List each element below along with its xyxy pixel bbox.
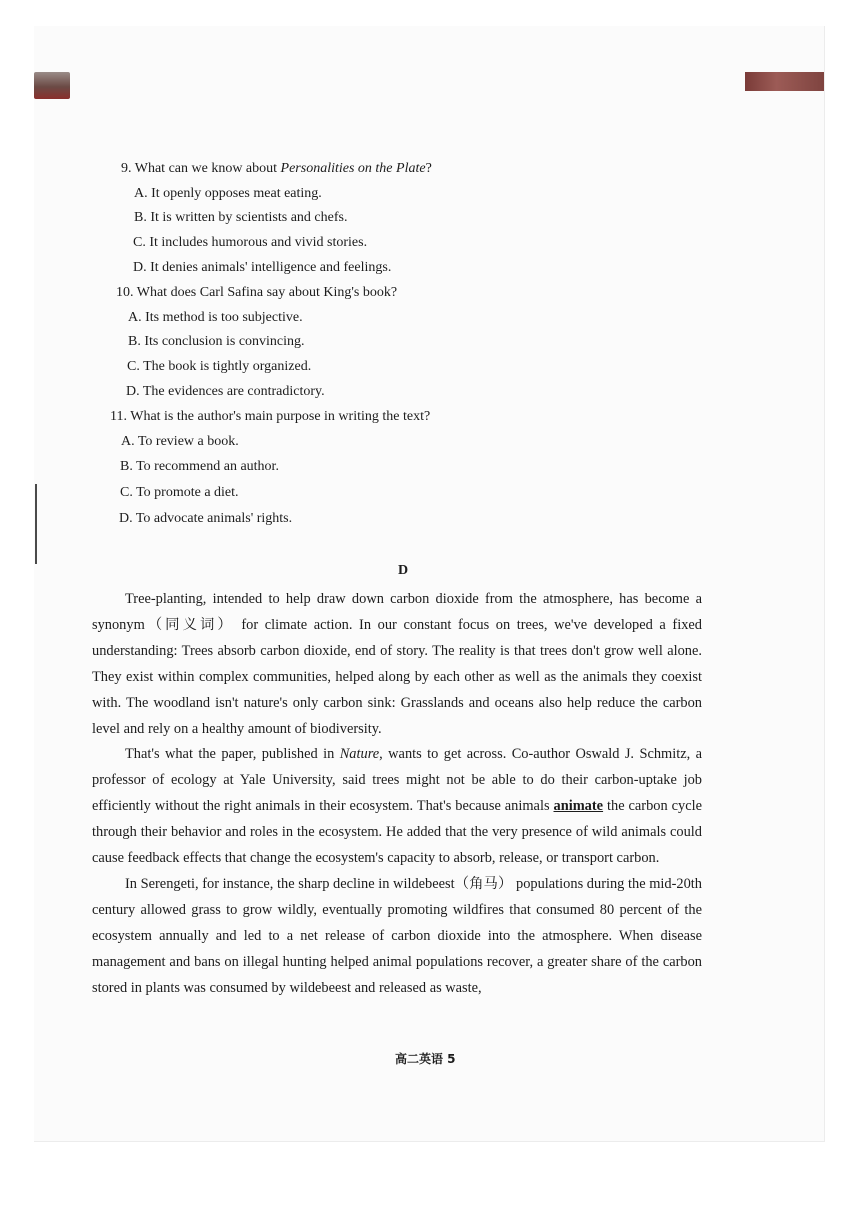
question-11-option-c[interactable]: C. To promote a diet. — [120, 485, 239, 500]
book-title: Personalities on the Plate — [280, 161, 426, 176]
question-9-option-a[interactable]: A. It openly opposes meat eating. — [134, 186, 322, 201]
paragraph-2-text-b: , wants to get across. Co-author Oswald J. Schmitz, a professor of ecology at Yale University, said trees might not be able to do their carbon-uptake job efficiently without the right animals in their ecosystem. That's because animals — [92, 746, 702, 815]
question-9-option-d[interactable]: D. It denies animals' intelligence and feelings. — [133, 260, 392, 275]
underlined-word-animate: animate — [553, 798, 604, 815]
journal-name: Nature — [339, 746, 380, 763]
question-11-option-a[interactable]: A. To review a book. — [121, 434, 239, 449]
question-10-option-b[interactable]: B. Its conclusion is convincing. — [128, 334, 305, 349]
question-11-option-d[interactable]: D. To advocate animals' rights. — [119, 511, 293, 526]
question-11-option-b[interactable]: B. To recommend an author. — [120, 459, 279, 474]
question-9-stem-prefix: 9. What can we know about — [121, 161, 281, 176]
margin-line — [35, 484, 37, 564]
question-9-stem-suffix: ? — [425, 161, 432, 176]
question-10-option-a[interactable]: A. Its method is too subjective. — [128, 310, 303, 325]
scan-mark-top-left — [34, 72, 70, 99]
scan-mark-top-right — [745, 72, 824, 91]
question-10-option-c[interactable]: C. The book is tightly organized. — [127, 359, 312, 374]
passage-paragraph-1: Tree-planting, intended to help draw down carbon dioxide from the atmosphere, has become a synonym（同义词） for climate action. In our constant focus on trees, we've developed a fixed understanding: Trees absorb carbon dioxide, end of story. The reality is that trees don't grow well alone. They exist within complex communities, helped along by each other as well as the animals they coexist with. The woodland isn't nature's only carbon sink: Grasslands and oceans also help reduce the carbon level and rely on a healthy amount of biodiversity. — [92, 591, 702, 737]
section-d-heading: D — [398, 563, 409, 578]
question-9 — [121, 160, 432, 178]
passage-paragraph-3: In Serengeti, for instance, the sharp decline in wildebeest（角马） populations during the mid-20th century allowed grass to grow wildly, eventually promoting wildfires that consumed 80 percent of the ecosystem annually and led to a net release of carbon dioxide into the atmosphere. When disease management and bans on illegal hunting helped animal populations recover, a greater share of the carbon stored in plants was consumed by wildebeest and released as waste, — [92, 875, 702, 996]
passage-d — [92, 587, 702, 1002]
paragraph-2-text-a: That's what the paper, published in — [125, 746, 340, 763]
question-10-option-d[interactable]: D. The evidences are contradictory. — [126, 384, 325, 399]
question-9-option-c[interactable]: C. It includes humorous and vivid stories. — [133, 235, 368, 250]
question-9-option-b[interactable]: B. It is written by scientists and chefs. — [134, 210, 348, 225]
page-footer: 高二英语 5 — [395, 1052, 456, 1066]
question-11: 11. What is the author's main purpose in writing the text? — [110, 409, 431, 424]
passage-paragraph-2 — [92, 742, 702, 872]
question-10: 10. What does Carl Safina say about King's book? — [116, 285, 398, 300]
paragraph-2-text-c: the carbon cycle through their behavior and roles in the ecosystem. He added that the very presence of wild animals could cause feedback effects that change the ecosystem's capacity to absorb, release, or transport carbon. — [92, 798, 702, 867]
